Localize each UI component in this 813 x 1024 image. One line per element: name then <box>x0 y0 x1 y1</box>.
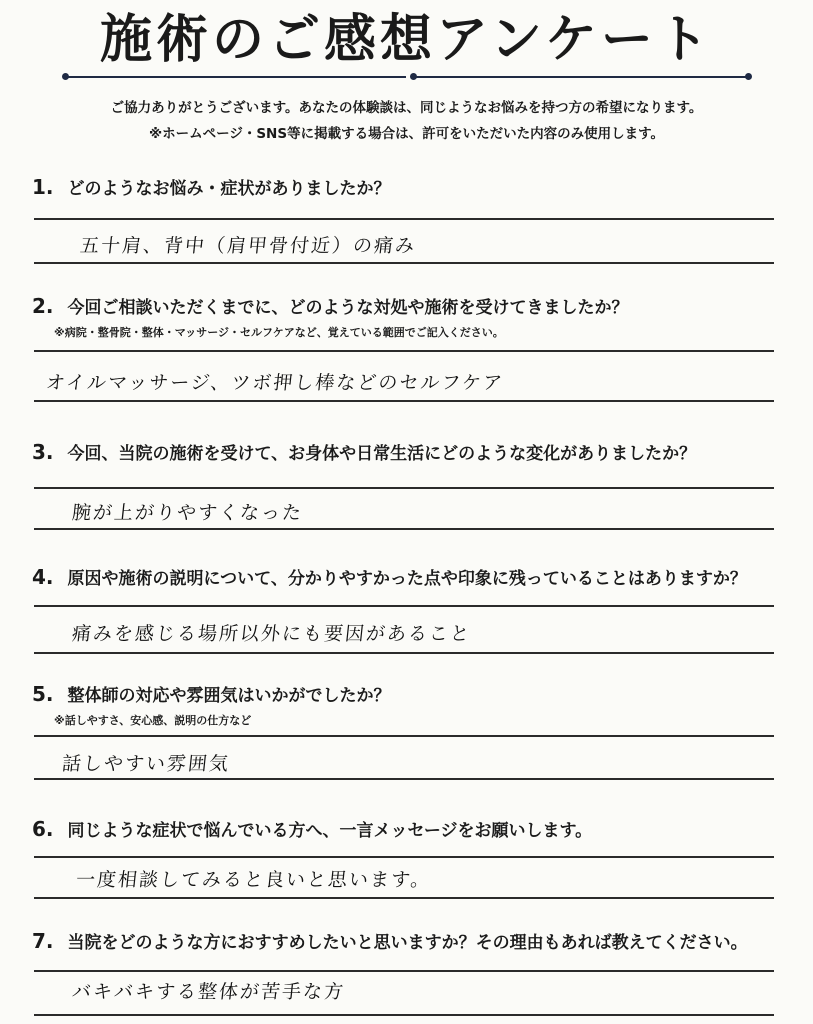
question-7 <box>32 930 748 954</box>
question-number: 5. <box>32 682 54 706</box>
page-title: 施術のご感想アンケート <box>100 10 713 70</box>
question-number: 2. <box>32 294 54 318</box>
answer-line-top <box>34 350 774 352</box>
intro-line-1: ご協力ありがとうございます。あなたの体験談は、同じようなお悩みを持つ方の希望になります。 <box>110 100 703 116</box>
answer-1: 五十肩、背中（肩甲骨付近）の痛み <box>78 235 418 257</box>
answer-line-bottom <box>34 1014 774 1016</box>
question-text: 整体師の対応や雰囲気はいかがでしたか？ <box>67 686 391 706</box>
question-text: 原因や施術の説明について、分かりやすかった点や印象に残っていることはありますか？ <box>67 569 747 589</box>
question-2 <box>32 295 629 319</box>
question-number: 4. <box>32 565 54 589</box>
question-4 <box>32 566 747 590</box>
answer-line-bottom <box>34 778 774 780</box>
answer-line-top <box>34 605 774 607</box>
question-number: 1. <box>32 175 54 199</box>
question-number: 3. <box>32 440 54 464</box>
answer-4: 痛みを感じる場所以外にも要因があること <box>70 623 473 645</box>
answer-line-bottom <box>34 652 774 654</box>
question-number: 6. <box>32 817 54 841</box>
answer-line-bottom <box>34 897 774 899</box>
answer-line-top <box>34 218 774 220</box>
question-5-note: ※話しやすさ、安心感、説明の仕方など <box>54 714 252 727</box>
intro-line-2: ※ホームページ・SNS等に掲載する場合は、許可をいただいた内容のみ使用します。 <box>148 126 665 142</box>
answer-line-top <box>34 735 774 737</box>
answer-2: オイルマッサージ、ツボ押し棒などのセルフケア <box>44 372 505 394</box>
answer-7: バキバキする整体が苦手な方 <box>70 981 347 1003</box>
divider-dot-right <box>745 73 752 80</box>
question-text: 同じような症状で悩んでいる方へ、一言メッセージをお願いします。 <box>67 821 593 841</box>
answer-line-bottom <box>34 262 774 264</box>
question-text: 今回、当院の施術を受けて、お身体や日常生活にどのような変化がありましたか？ <box>67 444 697 464</box>
answer-line-bottom <box>34 528 774 530</box>
divider-line-right <box>416 76 746 78</box>
answer-6: 一度相談してみると良いと思います。 <box>74 869 433 891</box>
answer-line-bottom <box>34 400 774 402</box>
answer-3: 腕が上がりやすくなった <box>70 502 305 524</box>
answer-line-top <box>34 970 774 972</box>
question-text: どのようなお悩み・症状がありましたか？ <box>67 179 391 199</box>
question-6 <box>32 818 592 842</box>
question-1 <box>32 176 391 200</box>
divider-line-left <box>66 76 406 78</box>
question-2-note: ※病院・整骨院・整体・マッサージ・セルフケアなど、覚えている範囲でご記入ください。 <box>54 326 504 339</box>
question-text: 今回ご相談いただくまでに、どのような対処や施術を受けてきましたか？ <box>67 298 629 318</box>
question-number: 7. <box>32 929 54 953</box>
answer-line-top <box>34 487 774 489</box>
question-text: 当院をどのような方におすすめしたいと思いますか？その理由もあれば教えてください。 <box>67 933 748 953</box>
question-5 <box>32 683 391 707</box>
answer-line-top <box>34 856 774 858</box>
question-3 <box>32 441 696 465</box>
answer-5: 話しやすい雰囲気 <box>60 753 232 775</box>
